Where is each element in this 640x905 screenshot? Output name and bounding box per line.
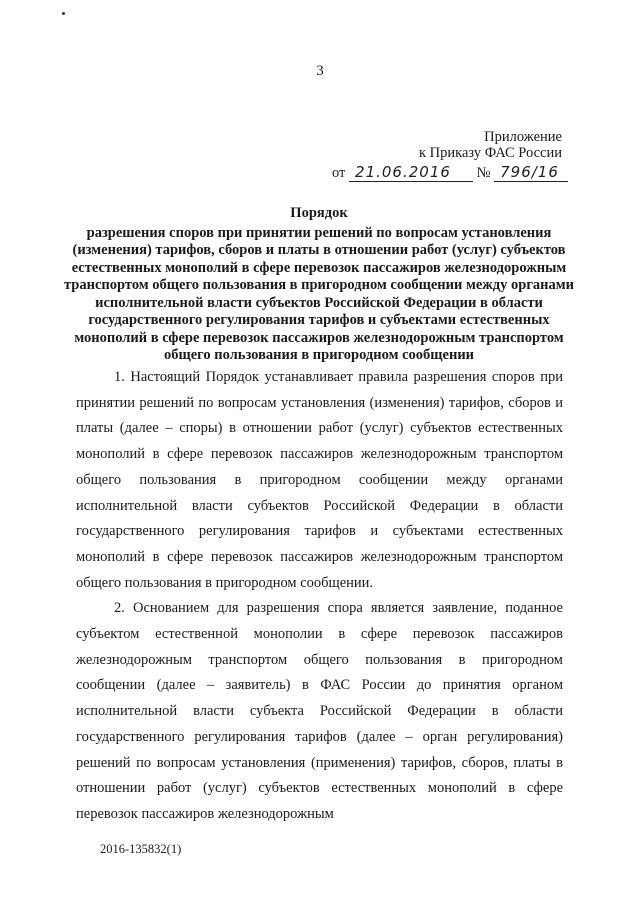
document-code: 2016-135832(1) bbox=[100, 842, 182, 856]
document-title-block bbox=[64, 205, 574, 365]
document-subtitle: разрешения споров при принятии решений по вопросам установления (изменения) тарифов, сборов и платы в отношении работ (услуг) субъектов естественных монополий в сфере перевозок пассажиров железнодорожным транспортом общего пользования в пригородном сообщении между органами исполнительной власти субъектов Российской Федерации в области государственного регулирования тарифов и субъектами естественных монополий в сфере перевозок пассажиров железнодорожным транспортом общего пользования в пригородном сообщении bbox=[64, 224, 575, 363]
handwritten-number: 796/16 bbox=[494, 163, 568, 182]
appendix-label: Приложение bbox=[484, 129, 562, 145]
document-body bbox=[76, 365, 563, 828]
page-number: 3 bbox=[316, 63, 324, 79]
paragraph-1: 1. Настоящий Порядок устанавливает правила разрешения споров при принятии решений по вопросам установления (изменения) тарифов, сборов и платы (далее – споры) в отношении работ (услуг) субъектов естественных монополий в сфере перевозок пассажиров железнодорожным транспортом общего пользования в пригородном сообщении между органами исполнительной власти субъектов Российской Федерации в области государственного регулирования тарифов и субъектами естественных монополий в сфере перевозок пассажиров железнодорожным транспортом общего пользования в пригородном сообщении. bbox=[76, 369, 563, 591]
date-prefix: от bbox=[332, 165, 346, 181]
scan-speck bbox=[62, 12, 65, 15]
number-prefix: № bbox=[476, 165, 491, 181]
order-date-number-line bbox=[332, 163, 568, 182]
paragraph-2: 2. Основанием для разрешения спора является заявление, поданное субъектом естественной монополии в сфере перевозок пассажиров железнодорожным транспортом общего пользования в пригородном сообщении (далее – заявитель) в ФАС России до принятия органом исполнительной власти субъекта Российской Федерации в области государственного регулирования тарифов (далее – орган регулирования) решений по вопросам установления (применения) тарифов, сборов, платы в отношении работ (услуг) субъектов естественных монополий в сфере перевозок пассажиров железнодорожным bbox=[76, 600, 563, 822]
handwritten-date: 21.06.2016 bbox=[349, 163, 473, 182]
document-title: Порядок bbox=[290, 205, 348, 221]
appendix-header bbox=[419, 129, 562, 161]
order-reference: к Приказу ФАС России bbox=[418, 145, 562, 161]
